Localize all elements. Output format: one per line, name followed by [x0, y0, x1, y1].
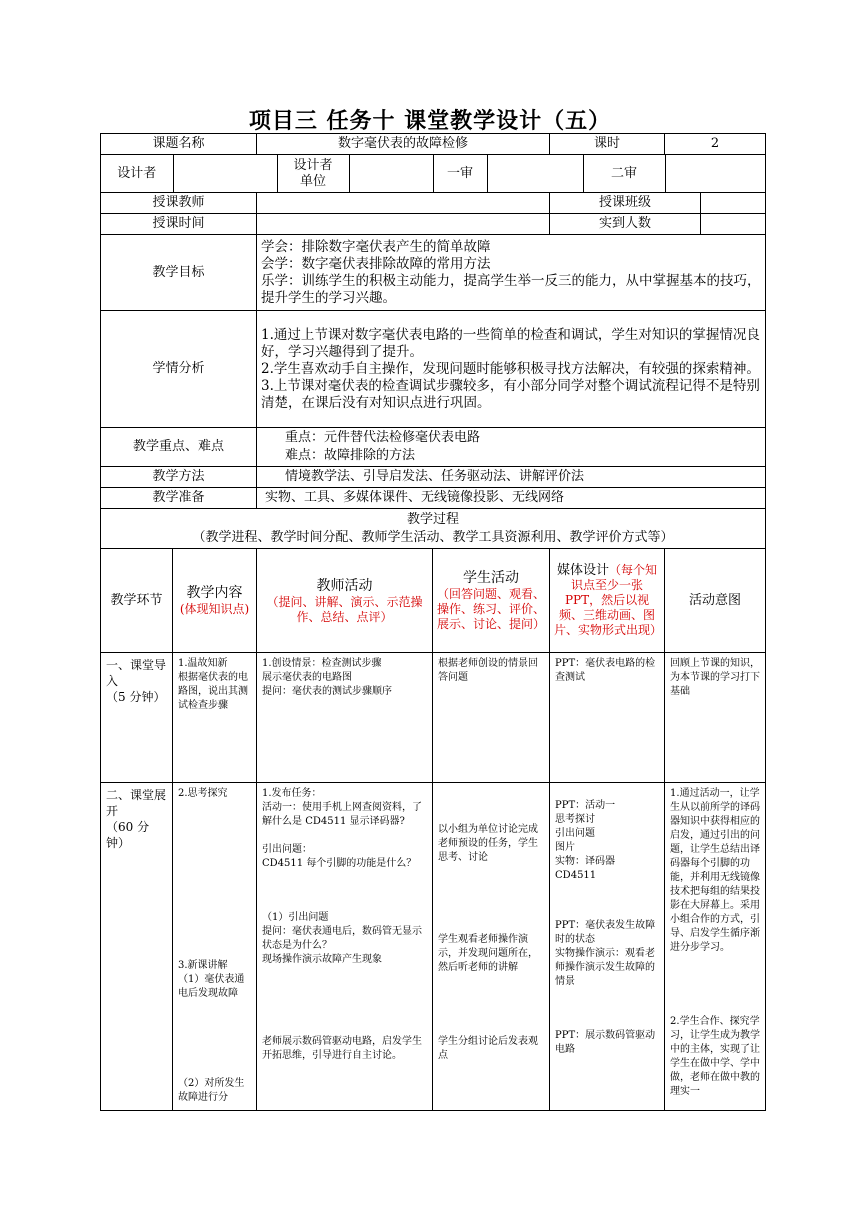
row2-teacher-part3: 老师展示数码管驱动电路，启发学生开拓思维，引导进行自主讨论。: [262, 1036, 423, 1061]
preparation-label: 教学准备: [101, 488, 257, 509]
hours-value: 2: [665, 134, 766, 155]
hours-label: 课时: [550, 134, 665, 155]
methods-value: 情境教学法、引导启发法、任务驱动法、讲解评价法: [257, 467, 766, 488]
lesson-plan-table: [100, 133, 766, 1111]
time-value: [257, 214, 550, 235]
key-point-line: 重点：元件替代法检修毫伏表电路: [285, 430, 481, 445]
row2-stage: 二、课堂展开 （60 分钟）: [101, 783, 173, 1111]
row2-intent-part2: 2.学生合作、探究学习，让学生成为教学中的主体，实现了让学生在做中学、学中做，老师在做中教的理实一: [670, 1016, 761, 1097]
key-points-content: [257, 428, 766, 467]
objective-line: 会学：数字毫伏表排除故障的常用方法: [261, 255, 491, 272]
analysis-line: 2.学生喜欢动手自主操作，发现问题时能够积极寻找方法解决，有较强的探索精神。: [261, 360, 760, 377]
process-header: [101, 509, 766, 549]
key-point-line: 难点：故障排除的方法: [285, 448, 416, 463]
teacher-label: 授课教师: [101, 193, 257, 214]
col-student-note: （回答问题、观看、操作、练习、评价、展示、讨论、提问）: [437, 587, 546, 631]
topic-label: 课题名称: [101, 134, 257, 155]
analysis-content: [257, 311, 766, 428]
col-content-note: (体现知识点): [179, 602, 250, 616]
designer-unit-label: 设计者 单位: [277, 155, 349, 192]
designer-label: 设计者: [101, 155, 173, 192]
row2-teacher-part1: 1.发布任务： 活动一：使用手机上网查阅资料，了解什么是 CD4511 显示译码器? 引出问题： CD4511 每个引脚的功能是什么？: [262, 788, 423, 869]
process-subtitle: （教学进程、教学时间分配、教师学生活动、教学工具资源利用、教学评价方式等）: [192, 529, 674, 545]
row2-intent: [665, 783, 766, 1111]
key-points-label: 教学重点、难点: [101, 428, 257, 467]
row2-student-part1: 以小组为单位讨论完成老师预设的任务，学生思考、讨论: [438, 824, 539, 863]
class-label: 授课班级: [515, 193, 701, 213]
col-teacher-title: 教师活动: [316, 577, 373, 594]
col-student: [433, 549, 550, 653]
attendance-label: 实到人数: [515, 214, 701, 234]
row1-stage: 一、课堂导入 （5 分钟）: [101, 653, 173, 783]
review1-label: 一审: [433, 155, 487, 192]
row2-student: [433, 783, 550, 1111]
row2-content-part2: 3.新课讲解 （1）毫伏表通电后发现故障: [178, 960, 245, 999]
col-intent: 活动意图: [665, 549, 766, 653]
col-media: [550, 549, 665, 653]
page-title: 项目三 任务十 课堂教学设计（五）: [248, 109, 612, 134]
attendance-value: [701, 214, 765, 234]
row2-content-part1: 2.思考探究: [178, 788, 228, 799]
row2-media-part2: PPT：毫伏表发生故障时的状态 实物操作演示：观看老师操作演示发生故障的情景: [555, 920, 656, 987]
methods-label: 教学方法: [101, 467, 257, 488]
analysis-line: 3.上节课对毫伏表的检查调试步骤较多，有小部分同学对整个调试流程记得不是特别清楚，在课后没有对知识点进行巩固。: [261, 377, 760, 411]
col-media-title: 媒体设计: [557, 563, 610, 578]
row2-intent-part1: 1.通过活动一，让学生从以前所学的译码器知识中获得相应的启发，通过引出的问题，让学生总结出译码器每个引脚的功能，并利用无线镜像技术把每组的结果投影在大屏幕上。采用小组合作的方式，引导、启发学生循序渐进分步学习。: [670, 788, 761, 953]
col-content: [173, 549, 257, 653]
col-content-title: 教学内容: [186, 585, 243, 601]
table-row: [101, 783, 766, 1111]
review1-value: [487, 155, 583, 192]
row2-media-part3: PPT：展示数码管驱动电路: [555, 1030, 656, 1055]
review2-value: [665, 155, 766, 192]
process-title: 教学过程: [407, 511, 460, 527]
objective-line: 乐学：训练学生的积极主动能力，提高学生举一反三的能力，从中掌握基本的技巧，提升学生的学习兴趣。: [261, 272, 761, 306]
objectives-label: 教学目标: [101, 235, 257, 311]
designer-unit-value: [349, 155, 433, 192]
col-teacher-note: （提问、讲解、演示、示范操作、总结、点评）: [266, 594, 423, 624]
col-student-title: 学生活动: [463, 570, 520, 586]
class-value: [701, 193, 765, 213]
row2-student-part2: 学生观看老师操作演示，并发现问题所在，然后听老师的讲解: [438, 934, 539, 973]
col-teacher: [257, 549, 433, 653]
row1-media: PPT：毫伏表电路的检查测试: [550, 653, 665, 783]
designer-row: [101, 155, 766, 192]
row2-media: [550, 783, 665, 1111]
row1-teacher: 1.创设情景：检查测试步骤 展示毫伏表的电路图 提问：毫伏表的测试步骤顺序: [257, 653, 433, 783]
row2-teacher: [257, 783, 433, 1111]
preparation-value: 实物、工具、多媒体课件、无线镜像投影、无线网络: [257, 488, 766, 509]
designer-value: [173, 155, 277, 192]
row2-student-part3: 学生分组讨论后发表观点: [438, 1036, 539, 1061]
objective-line: 学会：排除数字毫伏表产生的简单故障: [261, 238, 491, 255]
row2-teacher-part2: （1）引出问题 提问：毫伏表通电后，数码管无显示状态是为什么？ 现场操作演示故障产生现象: [262, 912, 423, 965]
analysis-line: 1.通过上节课对数字毫伏表电路的一些简单的检查和调试，学生对知识的掌握情况良好，学习兴趣得到了提升。: [261, 326, 760, 360]
teacher-value: [257, 193, 550, 214]
row2-content: [173, 783, 257, 1111]
topic-value: 数字毫伏表的故障检修: [257, 134, 550, 155]
row1-student: 根据老师创设的情景回答问题: [433, 653, 550, 783]
row1-content: 1.温故知新 根据毫伏表的电路图，说出其测试检查步骤: [173, 653, 257, 783]
col-stage: 教学环节: [101, 549, 173, 653]
col-media-note: （每个知识点至少一张PPT，然后以视频、三维动画、图片、实物形式出现）: [554, 563, 663, 637]
analysis-label: 学情分析: [101, 311, 257, 428]
row2-content-part3: （2）对所发生故障进行分: [178, 1078, 245, 1103]
review2-label: 二审: [583, 155, 665, 192]
table-row: [101, 653, 766, 783]
time-label: 授课时间: [101, 214, 257, 235]
objectives-content: [257, 235, 766, 311]
row2-media-part1: PPT：活动一 思考探讨 引出问题 图片 实物：译码器 CD4511: [555, 800, 616, 881]
row1-intent: 回顾上节课的知识，为本节课的学习打下基础: [665, 653, 766, 783]
